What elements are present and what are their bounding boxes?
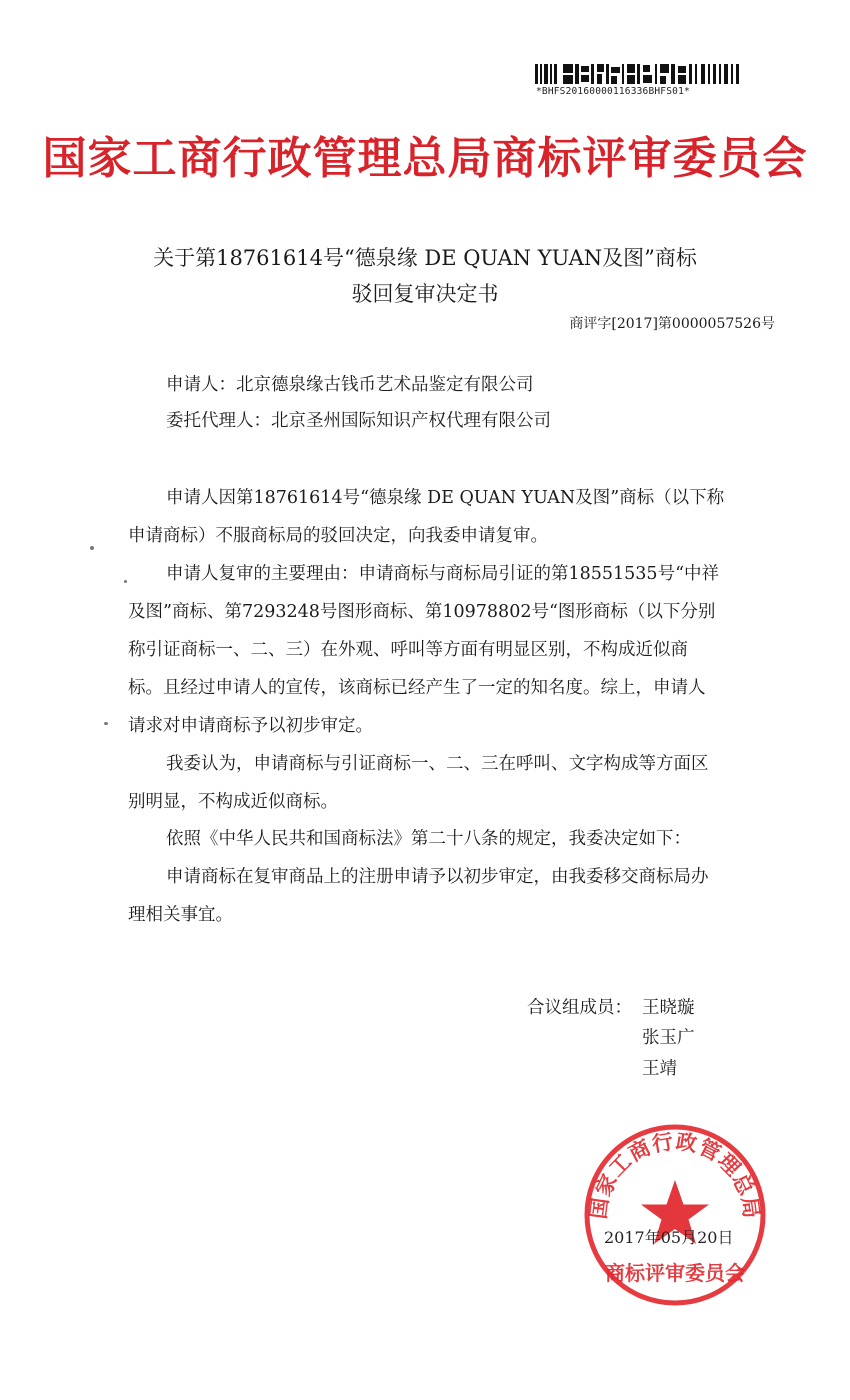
body-line: 称引证商标一、二、三）在外观、呼叫等方面有明显区别，不构成近似商 bbox=[128, 640, 688, 660]
body-line: 申请人因第18761614号“德泉缘 DE QUAN YUAN及图”商标（以下称 bbox=[166, 488, 725, 508]
decision-date: 2017年05月20日 bbox=[604, 1228, 734, 1247]
barcode-code: *BHFS20160000116336BHFS01* bbox=[536, 86, 690, 97]
seal-bottom-text: 商标评审委员会 bbox=[605, 1261, 745, 1285]
body-line: 理相关事宜。 bbox=[128, 905, 233, 925]
body-line: 申请人复审的主要理由：申请商标与商标局引证的第18551535号“中祥 bbox=[166, 564, 720, 584]
document-title-line-1: 关于第18761614号“德泉缘 DE QUAN YUAN及图”商标 bbox=[153, 246, 697, 270]
applicant-line: 申请人：北京德泉缘古钱币艺术品鉴定有限公司 bbox=[166, 375, 534, 395]
organization-header: 国家工商行政管理总局商标评审委员会 bbox=[42, 133, 808, 184]
body-line: 依照《中华人民共和国商标法》第二十八条的规定，我委决定如下： bbox=[166, 829, 691, 849]
scan-speck bbox=[124, 580, 127, 583]
body-line: 申请商标）不服商标局的驳回决定，向我委申请复审。 bbox=[128, 526, 548, 546]
scan-speck bbox=[90, 546, 94, 550]
document-number: 商评字[2017]第0000057526号 bbox=[569, 316, 775, 332]
panel-member-name: 王晓璇 bbox=[642, 998, 695, 1018]
body-line: 申请商标在复审商品上的注册申请予以初步审定，由我委移交商标局办 bbox=[166, 867, 709, 887]
body-line: 及图”商标、第7293248号图形商标、第10978802号“图形商标（以下分别 bbox=[128, 602, 716, 622]
official-seal bbox=[580, 1120, 770, 1310]
scan-speck bbox=[104, 722, 108, 725]
body-line: 别明显，不构成近似商标。 bbox=[128, 792, 338, 812]
panel-members-label: 合议组成员： bbox=[527, 998, 632, 1018]
agent-line: 委托代理人：北京圣州国际知识产权代理有限公司 bbox=[166, 411, 551, 431]
panel-member-name: 王靖 bbox=[642, 1059, 677, 1079]
body-line: 我委认为，申请商标与引证商标一、二、三在呼叫、文字构成等方面区 bbox=[166, 754, 709, 774]
seal-top-text: 国家工商行政管理总局 bbox=[585, 1128, 765, 1221]
panel-member-name: 张玉广 bbox=[642, 1028, 695, 1048]
body-line: 请求对申请商标予以初步审定。 bbox=[128, 716, 373, 736]
document-title-line-2: 驳回复审决定书 bbox=[351, 282, 499, 306]
body-line: 标。且经过申请人的宣传，该商标已经产生了一定的知名度。综上，申请人 bbox=[128, 678, 706, 698]
barcode-graphic bbox=[535, 62, 765, 86]
seal-graphic bbox=[580, 1120, 770, 1310]
